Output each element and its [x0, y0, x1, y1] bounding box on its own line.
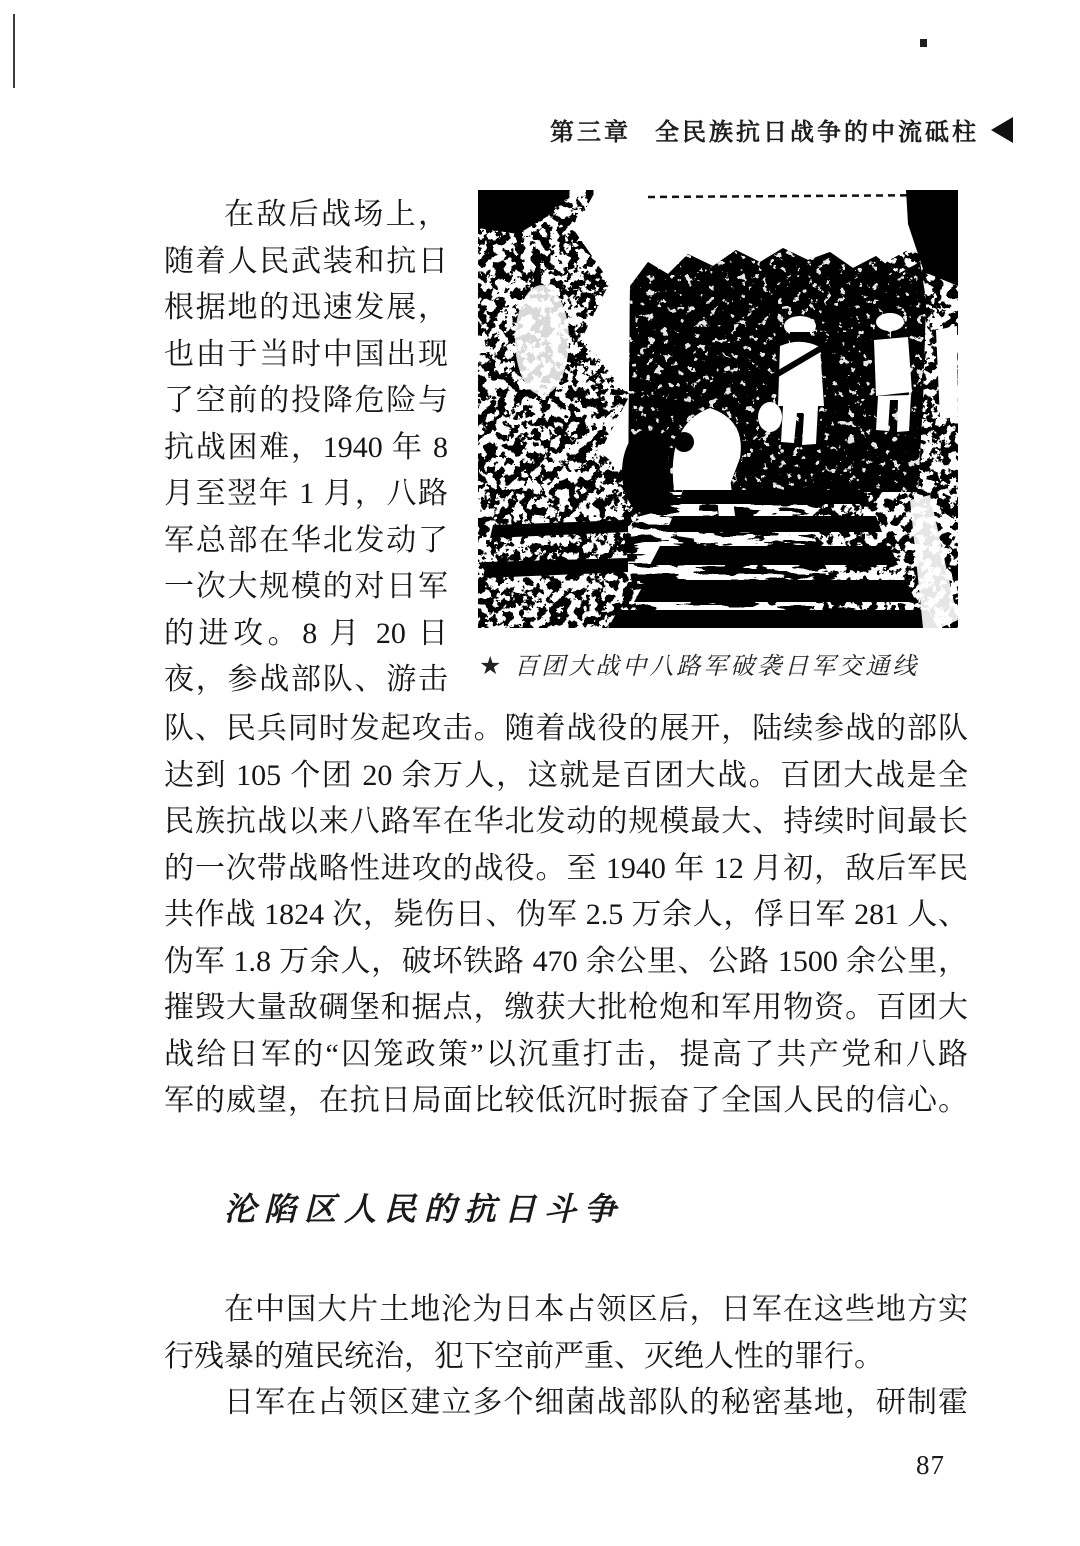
text-line: 行残暴的殖民统治，犯下空前严重、灭绝人性的罪行。: [164, 1339, 884, 1373]
section-heading: 沦陷区人民的抗日斗争: [224, 1191, 625, 1227]
full-width-text-block: [164, 706, 968, 1125]
text-line: 军的威望，在抗日局面比较低沉时振奋了全国人民的信心。: [164, 1084, 968, 1117]
text-line: 队、民兵同时发起攻击。随着战役的展开，陆续参战的部队: [164, 712, 968, 745]
photo-caption: [479, 646, 919, 681]
margin-line: [13, 14, 15, 88]
halftone-photo: [478, 190, 958, 628]
text-line: 摧毁大量敌碉堡和据点，缴获大批枪炮和军用物资。百团大: [164, 991, 968, 1024]
text-line: 伪军 1.8 万余人，破坏铁路 470 余公里、公路 1500 余公里，: [164, 944, 968, 978]
chapter-arrow-icon: [991, 117, 1013, 143]
text-line: 在中国大片土地沦为日本占领区后，日军在这些地方实: [224, 1293, 968, 1326]
text-line: 也由于当时中国出现: [164, 337, 448, 371]
paragraph-occupied-areas: [164, 1287, 968, 1380]
photo-caption-text: 百团大战中八路军破袭日军交通线: [514, 654, 920, 680]
text-line: 抗战困难，1940 年 8: [164, 430, 448, 464]
text-line: 共作战 1824 次，毙伤日、伪军 2.5 万余人，俘日军 281 人、: [164, 898, 968, 931]
text-line: 民族抗战以来八路军在华北发动的规模最大、持续时间最长: [164, 805, 968, 838]
chapter-number: 第三章: [550, 119, 631, 146]
text-line: 日军在占领区建立多个细菌战部队的秘密基地，研制霍: [224, 1386, 968, 1419]
text-line: 的一次带战略性进攻的战役。至 1940 年 12 月初，敌后军民: [164, 851, 968, 885]
text-line: 的进攻。8 月 20 日: [164, 616, 448, 650]
text-line: 一次大规模的对日军: [164, 570, 448, 603]
text-line: 战给日军的“囚笼政策”以沉重打击，提高了共产党和八路: [164, 1037, 968, 1071]
text-line: 了空前的投降危险与: [164, 384, 448, 417]
left-text-column: [164, 192, 448, 704]
cliff-highlight: [515, 285, 569, 395]
text-line: 根据地的迅速发展，: [164, 291, 448, 324]
text-line: 夜，参战部队、游击: [164, 663, 448, 696]
page-number: 87: [916, 1450, 945, 1480]
text-line: 达到 105 个团 20 余万人，这就是百团大战。百团大战是全: [164, 758, 968, 792]
text-line: 军总部在华北发动了: [164, 523, 448, 557]
chapter-header: [550, 112, 1013, 147]
star-icon: ★: [479, 653, 502, 680]
paragraph-germ-warfare: [164, 1380, 968, 1427]
halftone-photo-graphic: [478, 190, 958, 628]
text-line: 随着人民武装和抗日: [164, 244, 448, 278]
scan-speck: [920, 39, 927, 47]
text-line: 月至翌年 1 月，八路: [164, 477, 448, 510]
text-line: 在敌后战场上，: [224, 198, 448, 231]
chapter-title: 全民族抗日战争的中流砥柱: [655, 119, 979, 146]
